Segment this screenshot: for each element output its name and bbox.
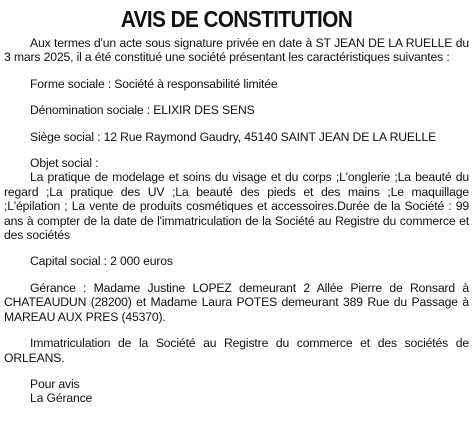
- immatriculation-paragraph: Immatriculation de la Société au Registre du commerce et des sociétés de ORLEANS.: [4, 336, 469, 365]
- closing-signature: La Gérance: [30, 391, 93, 406]
- siege-social-line: Siège social : 12 Rue Raymond Gaudry, 45140 SAINT JEAN DE LA RUELLE: [30, 129, 437, 144]
- forme-sociale-line: Forme sociale : Société à responsabilité limitée: [30, 76, 278, 91]
- notice-title: AVIS DE CONSTITUTION: [120, 6, 353, 32]
- objet-social-text: La pratique de modelage et soins du visage et du corps ;L'onglerie ;La beauté du regard ;La pratique des UV ;La beauté des pieds et des mains ;Le maquillage ;L'épilation ; La vente de produits cosmétiques et accessoires.Durée de la Société : 99 ans à compter de la date de l'immatriculation de la Société au Registre du commerce et des sociétés: [4, 170, 469, 243]
- denomination-line: Dénomination sociale : ELIXIR DES SENS: [30, 103, 255, 118]
- closing-pour-avis: Pour avis: [30, 376, 80, 391]
- capital-social-line: Capital social : 2 000 euros: [30, 254, 173, 269]
- gerance-paragraph: Gérance : Madame Justine LOPEZ demeurant 2 Allée Pierre de Ronsard à CHATEAUDUN (28200) et Madame Laura POTES demeurant 389 Rue du Passage à MAREAU AUX PRES (45370).: [4, 280, 469, 324]
- intro-paragraph: Aux termes d'un acte sous signature privée en date à ST JEAN DE LA RUELLE du 3 mars 2025, il a été constitué une société présentant les caractéristiques suivantes :: [4, 36, 469, 65]
- objet-social-label: Objet social :: [30, 156, 99, 171]
